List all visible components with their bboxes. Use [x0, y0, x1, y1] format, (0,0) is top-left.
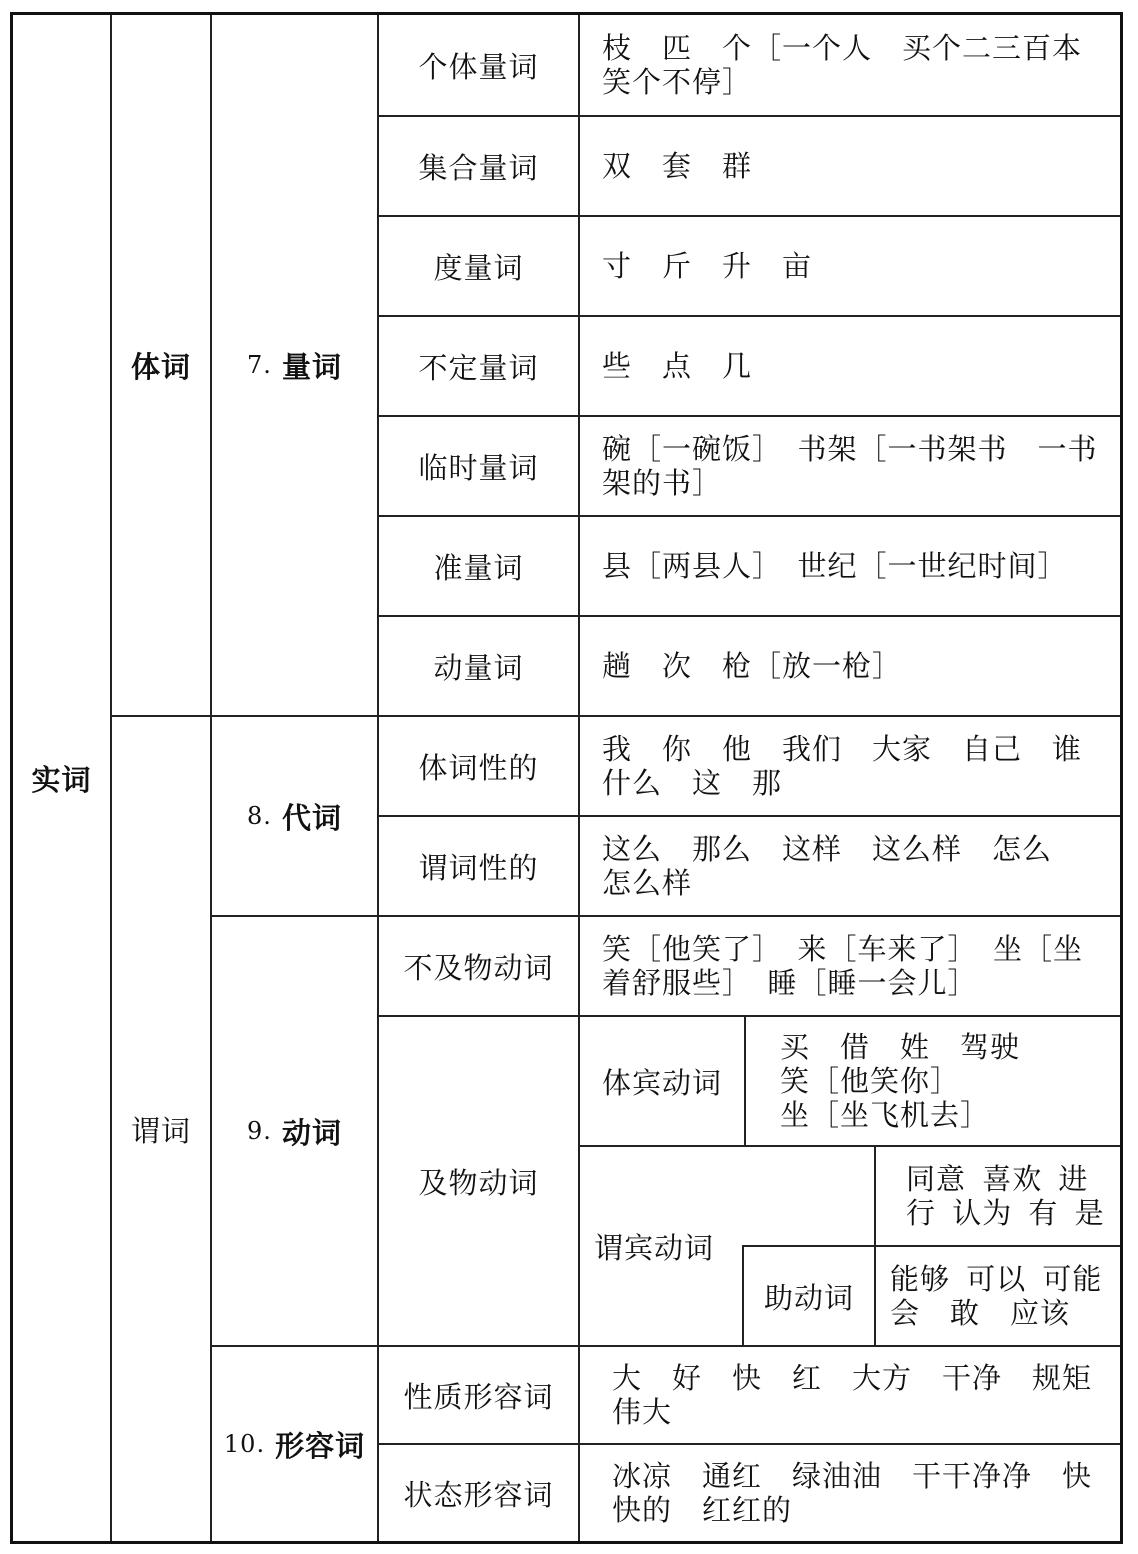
- liangci-sub-label: 不定量词: [377, 315, 578, 415]
- tibin-line: 坐［坐飞机去］: [780, 1098, 991, 1132]
- liangci-sub-label: 准量词: [377, 515, 578, 615]
- classification-table: [10, 12, 1123, 1544]
- intransitive-verb-examples: 笑［他笑了］ 来［车来了］ 坐［坐着舒服些］ 睡［睡一会儿］: [578, 915, 1120, 1015]
- dongci-num: 9.: [247, 1117, 272, 1145]
- xingrongci-examples: 大 好 快 红 大方 干净 规矩 伟大: [578, 1345, 1120, 1443]
- liangci-examples: 些 点 几: [578, 315, 1120, 415]
- daici-label: 代词: [281, 800, 342, 835]
- zhudongci-label: 助动词: [742, 1245, 874, 1345]
- zhudongci-examples: 能够 可以 可能 会 敢 应该: [874, 1245, 1120, 1345]
- liangci-sub-label: 动量词: [377, 615, 578, 715]
- weici-cell: [110, 715, 210, 1541]
- liangci-sub-label: 临时量词: [377, 415, 578, 515]
- daici-examples: 这么 那么 这样 这么样 怎么 怎么样: [578, 815, 1120, 915]
- xingrongci-num: 10.: [223, 1430, 266, 1458]
- liangci-examples: 双 套 群: [578, 115, 1120, 215]
- shici-label: 实词: [31, 762, 92, 797]
- liangci-sub-label: 个体量词: [377, 15, 578, 115]
- tibin-verb-label: 体宾动词: [578, 1015, 744, 1145]
- daici-examples: 我 你 他 我们 大家 自己 谁 什么 这 那: [578, 715, 1120, 815]
- dongci-cell: [210, 915, 377, 1345]
- liangci-cell: [210, 15, 377, 715]
- xingrongci-sub-label: 状态形容词: [377, 1443, 578, 1541]
- weibin-verb-examples: 同意 喜欢 进行 认为 有 是: [874, 1145, 1120, 1245]
- shici-cell: [13, 15, 110, 1541]
- tibin-verb-examples: [744, 1015, 1120, 1145]
- liangci-sub-label: 度量词: [377, 215, 578, 315]
- weibin-verb-label: 谓宾动词: [578, 1145, 874, 1345]
- intransitive-verb-label: 不及物动词: [377, 915, 578, 1015]
- transitive-verb-label: 及物动词: [377, 1015, 578, 1345]
- dongci-label: 动词: [281, 1115, 342, 1150]
- liangci-examples: 碗［一碗饭］ 书架［一书架书 一书架的书］: [578, 415, 1120, 515]
- liangci-label: 量词: [281, 349, 342, 384]
- daici-sub-label: 谓词性的: [377, 815, 578, 915]
- weici-label: 谓词: [130, 1113, 191, 1148]
- tibin-line: 笑［他笑你］: [780, 1064, 961, 1098]
- liangci-num: 7.: [247, 351, 272, 379]
- daici-sub-label: 体词性的: [377, 715, 578, 815]
- tici-cell: [110, 15, 210, 715]
- tici-label: 体词: [130, 349, 191, 384]
- liangci-examples: 寸 斤 升 亩: [578, 215, 1120, 315]
- liangci-examples: 县［两县人］ 世纪［一世纪时间］: [578, 515, 1120, 615]
- xingrongci-sub-label: 性质形容词: [377, 1345, 578, 1443]
- daici-cell: [210, 715, 377, 915]
- xingrongci-cell: [210, 1345, 377, 1541]
- liangci-examples: 枝 匹 个［一个人 买个二三百本 笑个不停］: [578, 15, 1120, 115]
- xingrongci-examples: 冰凉 通红 绿油油 干干净净 快快的 红红的: [578, 1443, 1120, 1541]
- liangci-examples: 趟 次 枪［放一枪］: [578, 615, 1120, 715]
- tibin-line: 买 借 姓 驾驶: [780, 1030, 1021, 1064]
- xingrongci-label: 形容词: [275, 1428, 366, 1463]
- liangci-sub-label: 集合量词: [377, 115, 578, 215]
- daici-num: 8.: [247, 802, 272, 830]
